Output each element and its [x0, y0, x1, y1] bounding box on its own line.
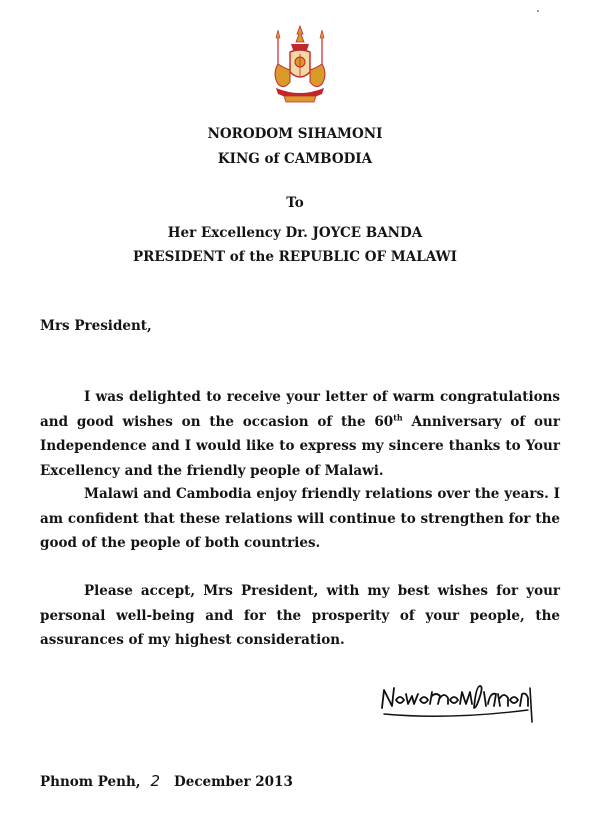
paragraph-1-end: Anniversary of our Independence and I would like to express my sincere thanks to Your Excellency and the friendly people of Malawi.	[40, 413, 560, 479]
date-month-year: December 2013	[174, 774, 293, 790]
date-day: 2	[150, 772, 161, 790]
addressee-to: To	[286, 195, 304, 211]
paragraph-2: Malawi and Cambodia enjoy friendly relations over the years. I am confident that these relations will continue to strengthen for the good of the people of both countries.	[40, 486, 560, 551]
sender-title: KING of CAMBODIA	[217, 151, 373, 167]
paragraph-3: Please accept, Mrs President, with my best wishes for your personal well-being and for the prosperity of your people, the assurances of my highest consideration.	[40, 583, 560, 648]
royal-crest-icon	[264, 24, 336, 108]
handwritten-signature-icon	[380, 680, 540, 728]
paragraph-1	[40, 385, 560, 483]
addressee-title: PRESIDENT of the REPUBLIC OF MALAWI	[133, 249, 457, 265]
paragraph-1-start: I was delighted to receive your letter of warm congratulations and good wishes on the occasion of the 60	[40, 389, 560, 430]
page-speck	[537, 10, 539, 12]
letter-date-line	[40, 772, 293, 790]
place: Phnom Penh,	[40, 774, 141, 790]
salutation: Mrs President,	[40, 318, 152, 334]
sender-name: NORODOM SIHAMONI	[207, 126, 383, 142]
addressee-name: Her Excellency Dr. JOYCE BANDA	[167, 225, 423, 241]
ordinal-suffix: th	[393, 412, 403, 422]
